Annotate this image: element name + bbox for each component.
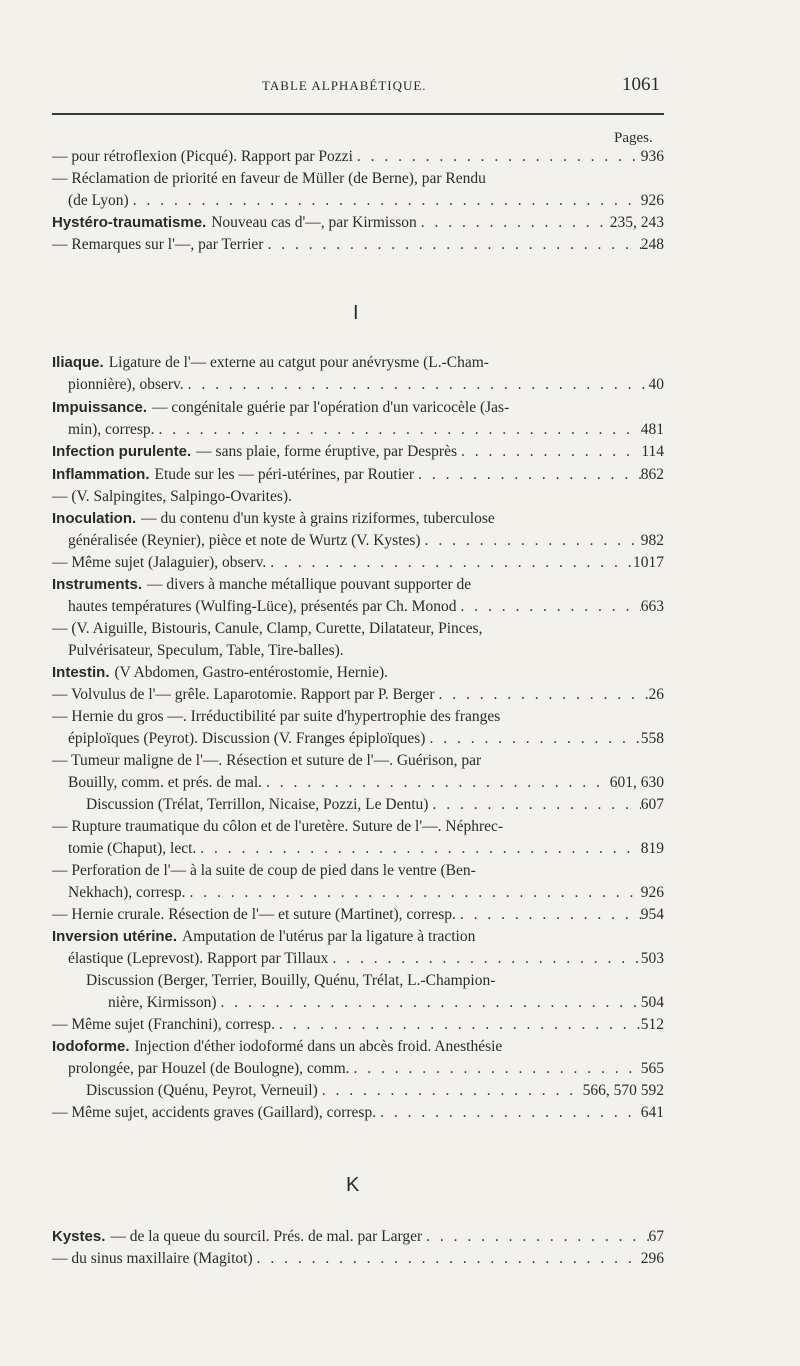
page-ref: 982 [640, 532, 664, 549]
entry-heading: Inoculation. [52, 510, 137, 527]
dot-leader [417, 212, 610, 234]
index-entry: Nekhach), corresp. . . . 926 [68, 882, 664, 904]
page-ref: 926 [640, 884, 664, 901]
index-entry: épiploïques (Peyrot). Discussion (V. Franges épiploïques) . . . 558 [68, 728, 664, 750]
dot-leader [428, 794, 640, 816]
index-entry: (de Lyon) . . . 926 [68, 190, 664, 212]
page-number: 1061 [622, 74, 660, 95]
page-ref: 235, 243 [609, 214, 664, 231]
dot-leader [422, 1226, 648, 1248]
page-ref: 296 [640, 1250, 664, 1267]
page-ref: 566, 570 592 [582, 1082, 664, 1099]
index-entry: — Même sujet (Jalaguier), observ. . . . 1017 [52, 552, 664, 574]
dot-leader [184, 374, 649, 396]
dot-leader [262, 772, 610, 794]
page-ref: 26 [648, 686, 664, 703]
index-entry: prolongée, par Houzel (de Boulogne), comm. . . . 565 [68, 1058, 664, 1080]
entry-heading: Hystéro-traumatisme. [52, 214, 207, 231]
dot-leader [318, 1080, 583, 1102]
page-ref: 819 [640, 840, 664, 857]
entry-heading: Iodoforme. [52, 1038, 130, 1055]
dot-leader [421, 530, 641, 552]
index-entry: — Hernie du gros —. Irréductibilité par suite d'hypertrophie des franges [52, 708, 501, 725]
page-ref: 504 [640, 994, 664, 1011]
index-entry: Inoculation. — du contenu d'un kyste à grains riziformes, tuberculose [52, 508, 664, 530]
index-entry: Iliaque. Ligature de l'— externe au catgut pour anévrysme (L.-Cham- [52, 352, 664, 374]
dot-leader [185, 882, 640, 904]
dot-leader [266, 552, 633, 574]
index-entry: Kystes. — de la queue du sourcil. Prés. de mal. par Larger . . . 67 [52, 1226, 664, 1248]
index-entry: Iodoforme. Injection d'éther iodoformé dans un abcès froid. Anesthésie [52, 1036, 664, 1058]
index-entry: pionnière), observ. . . . 40 [68, 374, 664, 396]
page-ref: 503 [640, 950, 664, 967]
index-entry: — (V. Aiguille, Bistouris, Canule, Clamp, Curette, Dilatateur, Pinces, [52, 620, 483, 637]
dot-leader [350, 1058, 641, 1080]
index-entry: — du sinus maxillaire (Magitot) . . . 296 [52, 1248, 664, 1270]
index-entry: — Perforation de l'— à la suite de coup de pied dans le ventre (Ben- [52, 862, 476, 879]
running-head: TABLE ALPHABÉTIQUE. [262, 78, 427, 93]
index-entry: élastique (Leprevost). Rapport par Tillaux . . . 503 [68, 948, 664, 970]
page-ref: 862 [640, 466, 664, 483]
page-ref: 512 [640, 1016, 664, 1033]
dot-leader [425, 728, 640, 750]
dot-leader [414, 464, 641, 486]
entry-heading: Intestin. [52, 664, 110, 681]
dot-leader [196, 838, 640, 860]
dot-leader [129, 190, 641, 212]
index-entry: Instruments. — divers à manche métallique pouvant supporter de [52, 574, 664, 596]
page-ref: 1017 [633, 554, 664, 571]
index-entry: Discussion (Trélat, Terrillon, Nicaise, Pozzi, Le Dentu) . . . 607 [86, 794, 664, 816]
entry-heading: Infection purulente. [52, 443, 192, 460]
index-entry: tomie (Chaput), lect. . . . 819 [68, 838, 664, 860]
index-entry: Bouilly, comm. et prés. de mal. . . . 601, 630 [68, 772, 664, 794]
pages-column-header: Pages. [614, 130, 653, 146]
index-entry: — Volvulus de l'— grêle. Laparotomie. Rapport par P. Berger . . . 26 [52, 684, 664, 706]
dot-leader [155, 419, 641, 441]
page-ref: 663 [640, 598, 664, 615]
page-ref: 248 [640, 236, 664, 253]
dot-leader [328, 948, 640, 970]
dot-leader [434, 684, 648, 706]
index-entry: — Même sujet (Franchini), corresp. . . . 512 [52, 1014, 664, 1036]
entry-heading: Instruments. [52, 576, 143, 593]
dot-leader [275, 1014, 641, 1036]
page-ref: 67 [648, 1228, 664, 1245]
index-entry: — Réclamation de priorité en faveur de Müller (de Berne), par Rendu [52, 170, 486, 187]
index-entry: — pour rétroflexion (Picqué). Rapport par Pozzi . . . 936 [52, 146, 664, 168]
page-ref: 601, 630 [609, 774, 664, 791]
index-entry: Discussion (Berger, Terrier, Bouilly, Quénu, Trélat, L.-Champion- [86, 972, 496, 989]
section-letter-k: K [346, 1174, 360, 1196]
dot-leader [456, 596, 640, 618]
entry-heading: Impuissance. [52, 399, 148, 416]
index-entry: Intestin. (V Abdomen, Gastro-entérostomie, Hernie). [52, 662, 664, 684]
entry-heading: Iliaque. [52, 354, 104, 371]
index-entry: — Rupture traumatique du côlon et de l'uretère. Suture de l'—. Néphrec- [52, 818, 504, 835]
index-entry: — Remarques sur l'—, par Terrier . . . 248 [52, 234, 664, 256]
page-ref: 607 [640, 796, 664, 813]
page-ref: 558 [640, 730, 664, 747]
header-rule [52, 113, 664, 115]
dot-leader [216, 992, 640, 1014]
dot-leader [263, 234, 640, 256]
dot-leader [457, 441, 641, 463]
index-entry: Impuissance. — congénitale guérie par l'opération d'un varicocèle (Jas- [52, 397, 664, 419]
index-entry: — (V. Salpingites, Salpingo-Ovarites). [52, 488, 292, 505]
index-entry: Pulvérisateur, Speculum, Table, Tire-balles). [68, 642, 344, 659]
index-entry: nière, Kirmisson) . . . 504 [108, 992, 664, 1014]
entry-heading: Kystes. [52, 1228, 106, 1245]
page-ref: 954 [640, 906, 664, 923]
index-entry: — Hernie crurale. Résection de l'— et suture (Martinet), corresp. . . . 954 [52, 904, 664, 926]
page-ref: 481 [640, 421, 664, 438]
index-entry: — Même sujet, accidents graves (Gaillard), corresp. . . . 641 [52, 1102, 664, 1124]
page-ref: 565 [640, 1060, 664, 1077]
index-entry: — Tumeur maligne de l'—. Résection et suture de l'—. Guérison, par [52, 752, 482, 769]
page-ref: 926 [640, 192, 664, 209]
index-entry: généralisée (Reynier), pièce et note de Wurtz (V. Kystes) . . . 982 [68, 530, 664, 552]
dot-leader [353, 146, 641, 168]
index-entry: Hystéro-traumatisme. Nouveau cas d'—, par Kirmisson . . . 235, 243 [52, 212, 664, 234]
section-letter-i: I [353, 302, 359, 324]
page-ref: 40 [648, 376, 664, 393]
page-ref: 936 [640, 148, 664, 165]
dot-leader [253, 1248, 641, 1270]
entry-heading: Inflammation. [52, 466, 150, 483]
dot-leader [456, 904, 641, 926]
index-entry: Inflammation. Etude sur les — péri-utérines, par Routier . . . 862 [52, 464, 664, 486]
entry-heading: Inversion utérine. [52, 928, 178, 945]
page-ref: 641 [640, 1104, 664, 1121]
index-entry: min), corresp. . . . 481 [68, 419, 664, 441]
page-ref: 114 [641, 443, 664, 460]
index-entry: Infection purulente. — sans plaie, forme éruptive, par Desprès . . . 114 [52, 441, 664, 463]
index-entry: Discussion (Quénu, Peyrot, Verneuil) . . . 566, 570 592 [86, 1080, 664, 1102]
index-entry: hautes températures (Wulfing-Lüce), présentés par Ch. Monod . . . 663 [68, 596, 664, 618]
index-entry: Inversion utérine. Amputation de l'utérus par la ligature à traction [52, 926, 664, 948]
dot-leader [376, 1102, 641, 1124]
